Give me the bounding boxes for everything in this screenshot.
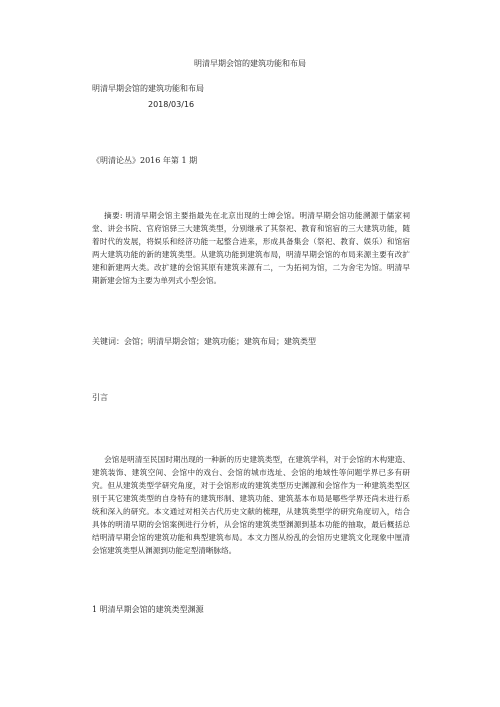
intro-heading: 引言 xyxy=(92,393,108,402)
publish-date: 2018/03/16 xyxy=(148,100,195,109)
document-title: 明清早期会馆的建筑功能和布局 xyxy=(194,59,306,68)
abstract-text: 明清早期会馆主要指最先在北京出现的士绅会馆。明清早期会馆功能溯源于儒家祠堂、讲会书院、官府馆驿三大建筑类型，分别继承了其祭祀、教育和馆宿的三大建筑功能，随着时代的发展，将娱乐和经济功能一起整合进来，形成具备集会（祭祀、教育、娱乐）和馆宿两大建筑功能的新的建筑类型。从建筑功能到建筑布局，明清早期会馆的布局来源主要有改扩建和新建两大类。改扩建的会馆其原有建筑来源有二，一为拓祠为馆，二为舍宅为馆。明清早期新建会馆为主要为单列式小型会馆。 xyxy=(92,211,411,285)
abstract-paragraph xyxy=(92,209,410,287)
section-heading: 1 明清早期会馆的建筑类型渊源 xyxy=(92,605,204,614)
keywords-line: 关键词：会馆；明清早期会馆；建筑功能；建筑布局；建筑类型 xyxy=(92,337,316,346)
meta-title: 明清早期会馆的建筑功能和布局 xyxy=(92,84,204,93)
source-citation: 《明清论丛》2016 年第 1 期 xyxy=(92,156,198,165)
abstract-label: 摘要: xyxy=(104,211,123,220)
body-paragraph: 会馆是明清至民国时期出现的一种新的历史建筑类型，在建筑学科，对于会馆的木构建造、建筑装饰、建筑空间、会馆中的戏台、会馆的城市选址、会馆的地域性等问题学界已多有研究。但从建筑类型学研究角度，对于会馆形成的建筑类型历史渊源和会馆作为一种建筑类型区别于其它建筑类型的自身特有的建筑形制、建筑功能、建筑基本布局是哪些学界还尚未进行系统和深入的研究。本文通过对相关古代历史文献的梳理，从建筑类型学的研究角度切入，结合具体的明清早期的会馆案例进行分析，从会馆的建筑类型渊源到基本功能的抽取，最后概括总结明清早期会馆的建筑功能和典型建筑布局。本文力图从纷乱的会馆历史建筑文化现象中厘清会馆建筑类型从渊源到功能定型清晰脉络。 xyxy=(92,455,410,555)
